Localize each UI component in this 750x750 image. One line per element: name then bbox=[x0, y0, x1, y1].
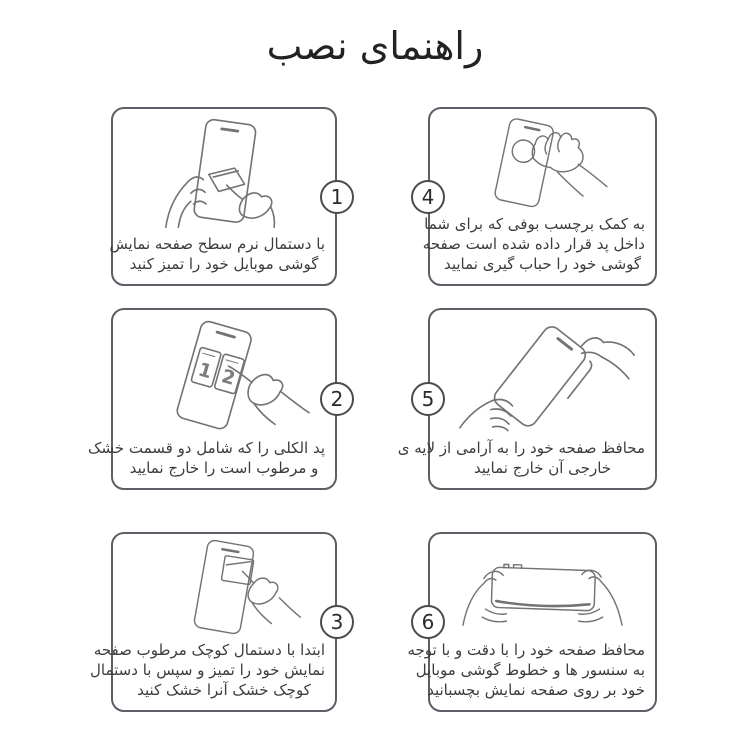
step-number: 1 bbox=[330, 184, 344, 209]
step-panel-5 bbox=[397, 308, 657, 490]
caption-line: کوچک خشک آنرا خشک کنید bbox=[137, 681, 311, 699]
step-panel-6 bbox=[407, 532, 657, 712]
step-number: 3 bbox=[330, 610, 344, 634]
bubble-removal-illustration bbox=[438, 115, 647, 212]
clean-cloth-illustration bbox=[121, 115, 327, 232]
step-1-illustration bbox=[121, 115, 327, 232]
caption-line: محافظ صفحه خود را به آرامی از لایه ی bbox=[397, 439, 645, 457]
step-number: 2 bbox=[330, 387, 344, 411]
caption-line: خارجی آن خارج نمایید bbox=[473, 459, 612, 477]
pad-label-2: 2 bbox=[219, 366, 238, 390]
small-wipe-illustration bbox=[121, 540, 327, 638]
step-number: 4 bbox=[421, 184, 435, 209]
step-2-caption bbox=[88, 436, 327, 482]
step-4-number-badge bbox=[411, 180, 445, 214]
caption-line: گوشی موبایل خود را تمیز کنید bbox=[129, 255, 319, 273]
caption-line: به کمک برچسب بوفی که برای شما bbox=[424, 215, 645, 233]
apply-protector-illustration bbox=[438, 540, 647, 638]
step-5-illustration bbox=[438, 316, 647, 436]
step-1-caption bbox=[109, 232, 327, 278]
step-4-caption bbox=[422, 212, 647, 278]
caption-line: و مرطوب است را خارج نمایید bbox=[129, 459, 319, 477]
caption-line: با دستمال نرم سطح صفحه نمایش bbox=[109, 235, 325, 253]
step-6-illustration bbox=[438, 540, 647, 638]
step-panel-4 bbox=[421, 107, 657, 286]
step-panel-1 bbox=[109, 107, 344, 286]
step-panel-3 bbox=[90, 532, 344, 712]
step-number: 6 bbox=[421, 610, 435, 634]
step-3-illustration bbox=[121, 540, 327, 638]
step-panel-2 bbox=[88, 308, 344, 490]
step-3-caption bbox=[90, 638, 327, 704]
alcohol-pads-illustration bbox=[121, 316, 327, 436]
caption-line: گوشی خود را حباب گیری نمایید bbox=[443, 255, 642, 273]
caption-line: به سنسور ها و خطوط گوشی موبایل bbox=[415, 661, 645, 679]
step-6-caption bbox=[407, 638, 647, 704]
caption-line: ابتدا با دستمال کوچک مرطوب صفحه bbox=[93, 641, 325, 659]
caption-line: نمایش خود را تمیز و سپس با دستمال bbox=[90, 661, 325, 679]
step-3-number-badge bbox=[320, 605, 354, 639]
caption-line: خود بر روی صفحه نمایش بچسبانید bbox=[427, 681, 645, 699]
step-2-illustration bbox=[121, 316, 327, 436]
caption-line: محافظ صفحه خود را با دقت و با توجه bbox=[407, 641, 645, 659]
step-number: 5 bbox=[421, 387, 435, 411]
step-4-illustration bbox=[438, 115, 647, 212]
page-title: راهنمای نصب bbox=[266, 24, 484, 68]
step-1-number-badge bbox=[320, 180, 354, 214]
step-5-caption bbox=[397, 436, 647, 482]
step-2-number-badge bbox=[320, 382, 354, 416]
pad-label-1: 1 bbox=[195, 359, 215, 384]
peel-layer-illustration bbox=[438, 316, 647, 436]
caption-line: پد الکلی را که شامل دو قسمت خشک bbox=[88, 439, 325, 457]
step-6-number-badge bbox=[411, 605, 445, 639]
caption-line: داخل پد قرار داده شده است صفحه bbox=[422, 235, 645, 253]
step-5-number-badge bbox=[411, 382, 445, 416]
